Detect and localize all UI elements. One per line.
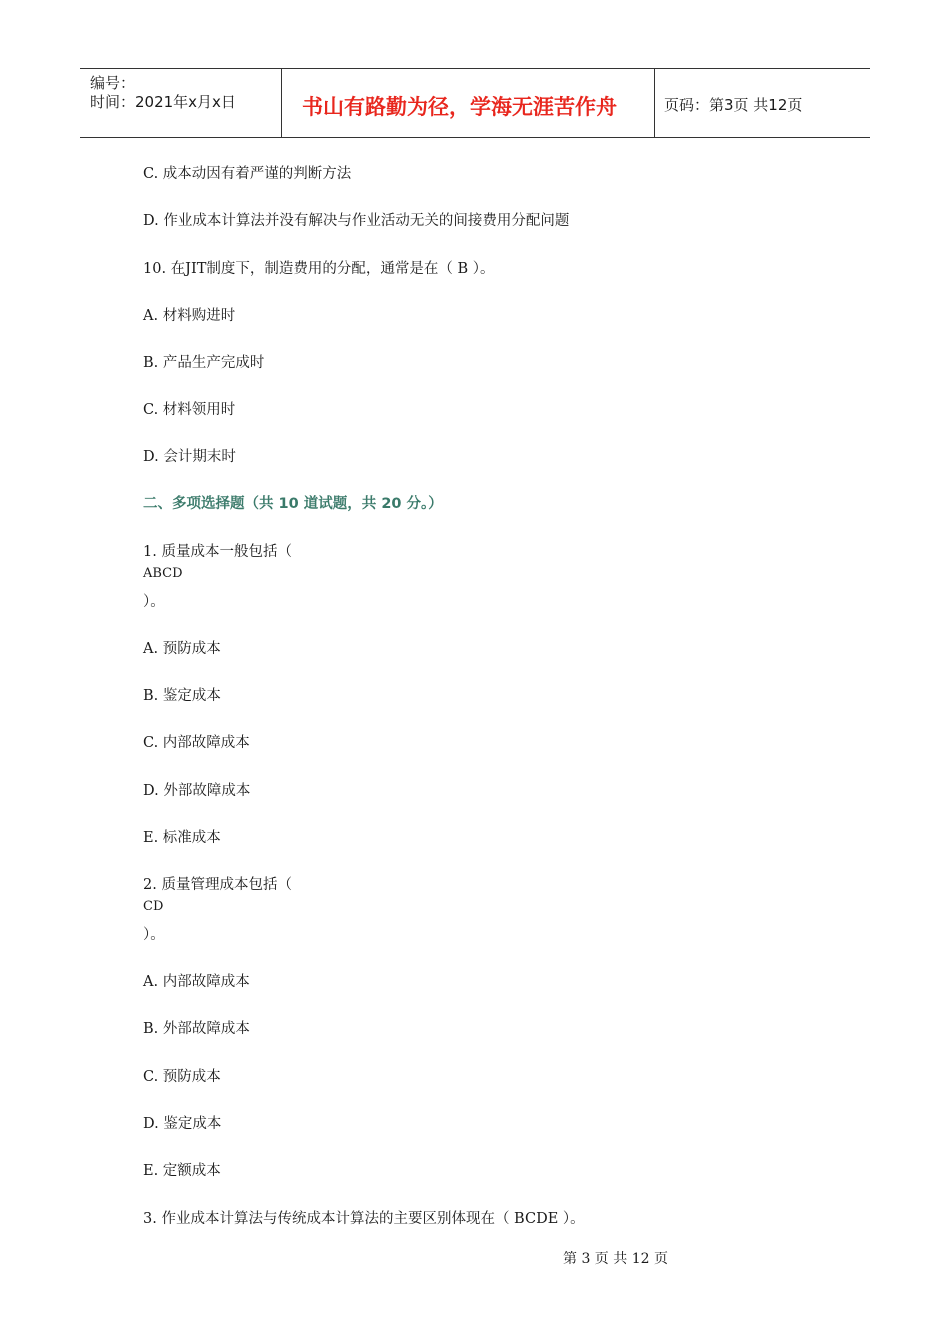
option-line: E. 标准成本 [143,830,221,846]
option-line: A. 预防成本 [143,641,221,657]
header-motto-cell [282,69,655,137]
option-line: A. 内部故障成本 [143,974,250,990]
header-meta [80,69,282,137]
option-line: B. 产品生产完成时 [143,355,265,371]
option-line: D. 会计期末时 [143,449,236,465]
option-line: B. 鉴定成本 [143,688,221,704]
question-line: 10. 在JIT制度下，制造费用的分配，通常是在（ B ）。 [143,261,495,277]
option-line: D. 作业成本计算法并没有解决与作业活动无关的间接费用分配问题 [143,213,570,229]
page-footer: 第 3 页 共 12 页 [563,1251,668,1267]
motto: 书山有路勤为径，学海无涯苦作舟 [302,95,617,119]
option-line: C. 材料领用时 [143,402,236,418]
answer-line: ABCD [143,566,183,581]
page-info: 页码：第3页 共12页 [664,96,803,114]
time-label: 时间：2021年x月x日 [90,93,236,111]
option-line: E. 定额成本 [143,1163,221,1179]
question-line: 1. 质量成本一般包括（ [143,544,292,560]
question-line: 3. 作业成本计算法与传统成本计算法的主要区别体现在（ BCDE ）。 [143,1211,585,1227]
page-header [80,68,870,138]
option-line: C. 内部故障成本 [143,735,250,751]
option-line: A. 材料购进时 [143,308,236,324]
option-line: C. 预防成本 [143,1069,221,1085]
question-line: 2. 质量管理成本包括（ [143,877,292,893]
option-line: D. 鉴定成本 [143,1116,222,1132]
question-end: ）。 [143,594,165,610]
question-end: ）。 [143,927,165,943]
option-line: C. 成本动因有着严谨的判断方法 [143,166,352,182]
header-page-cell [655,69,870,137]
option-line: B. 外部故障成本 [143,1021,250,1037]
section-heading: 二、多项选择题（共 10 道试题，共 20 分。） [143,496,443,512]
answer-line: CD [143,899,164,914]
option-line: D. 外部故障成本 [143,783,251,799]
id-label: 编号： [90,74,136,92]
